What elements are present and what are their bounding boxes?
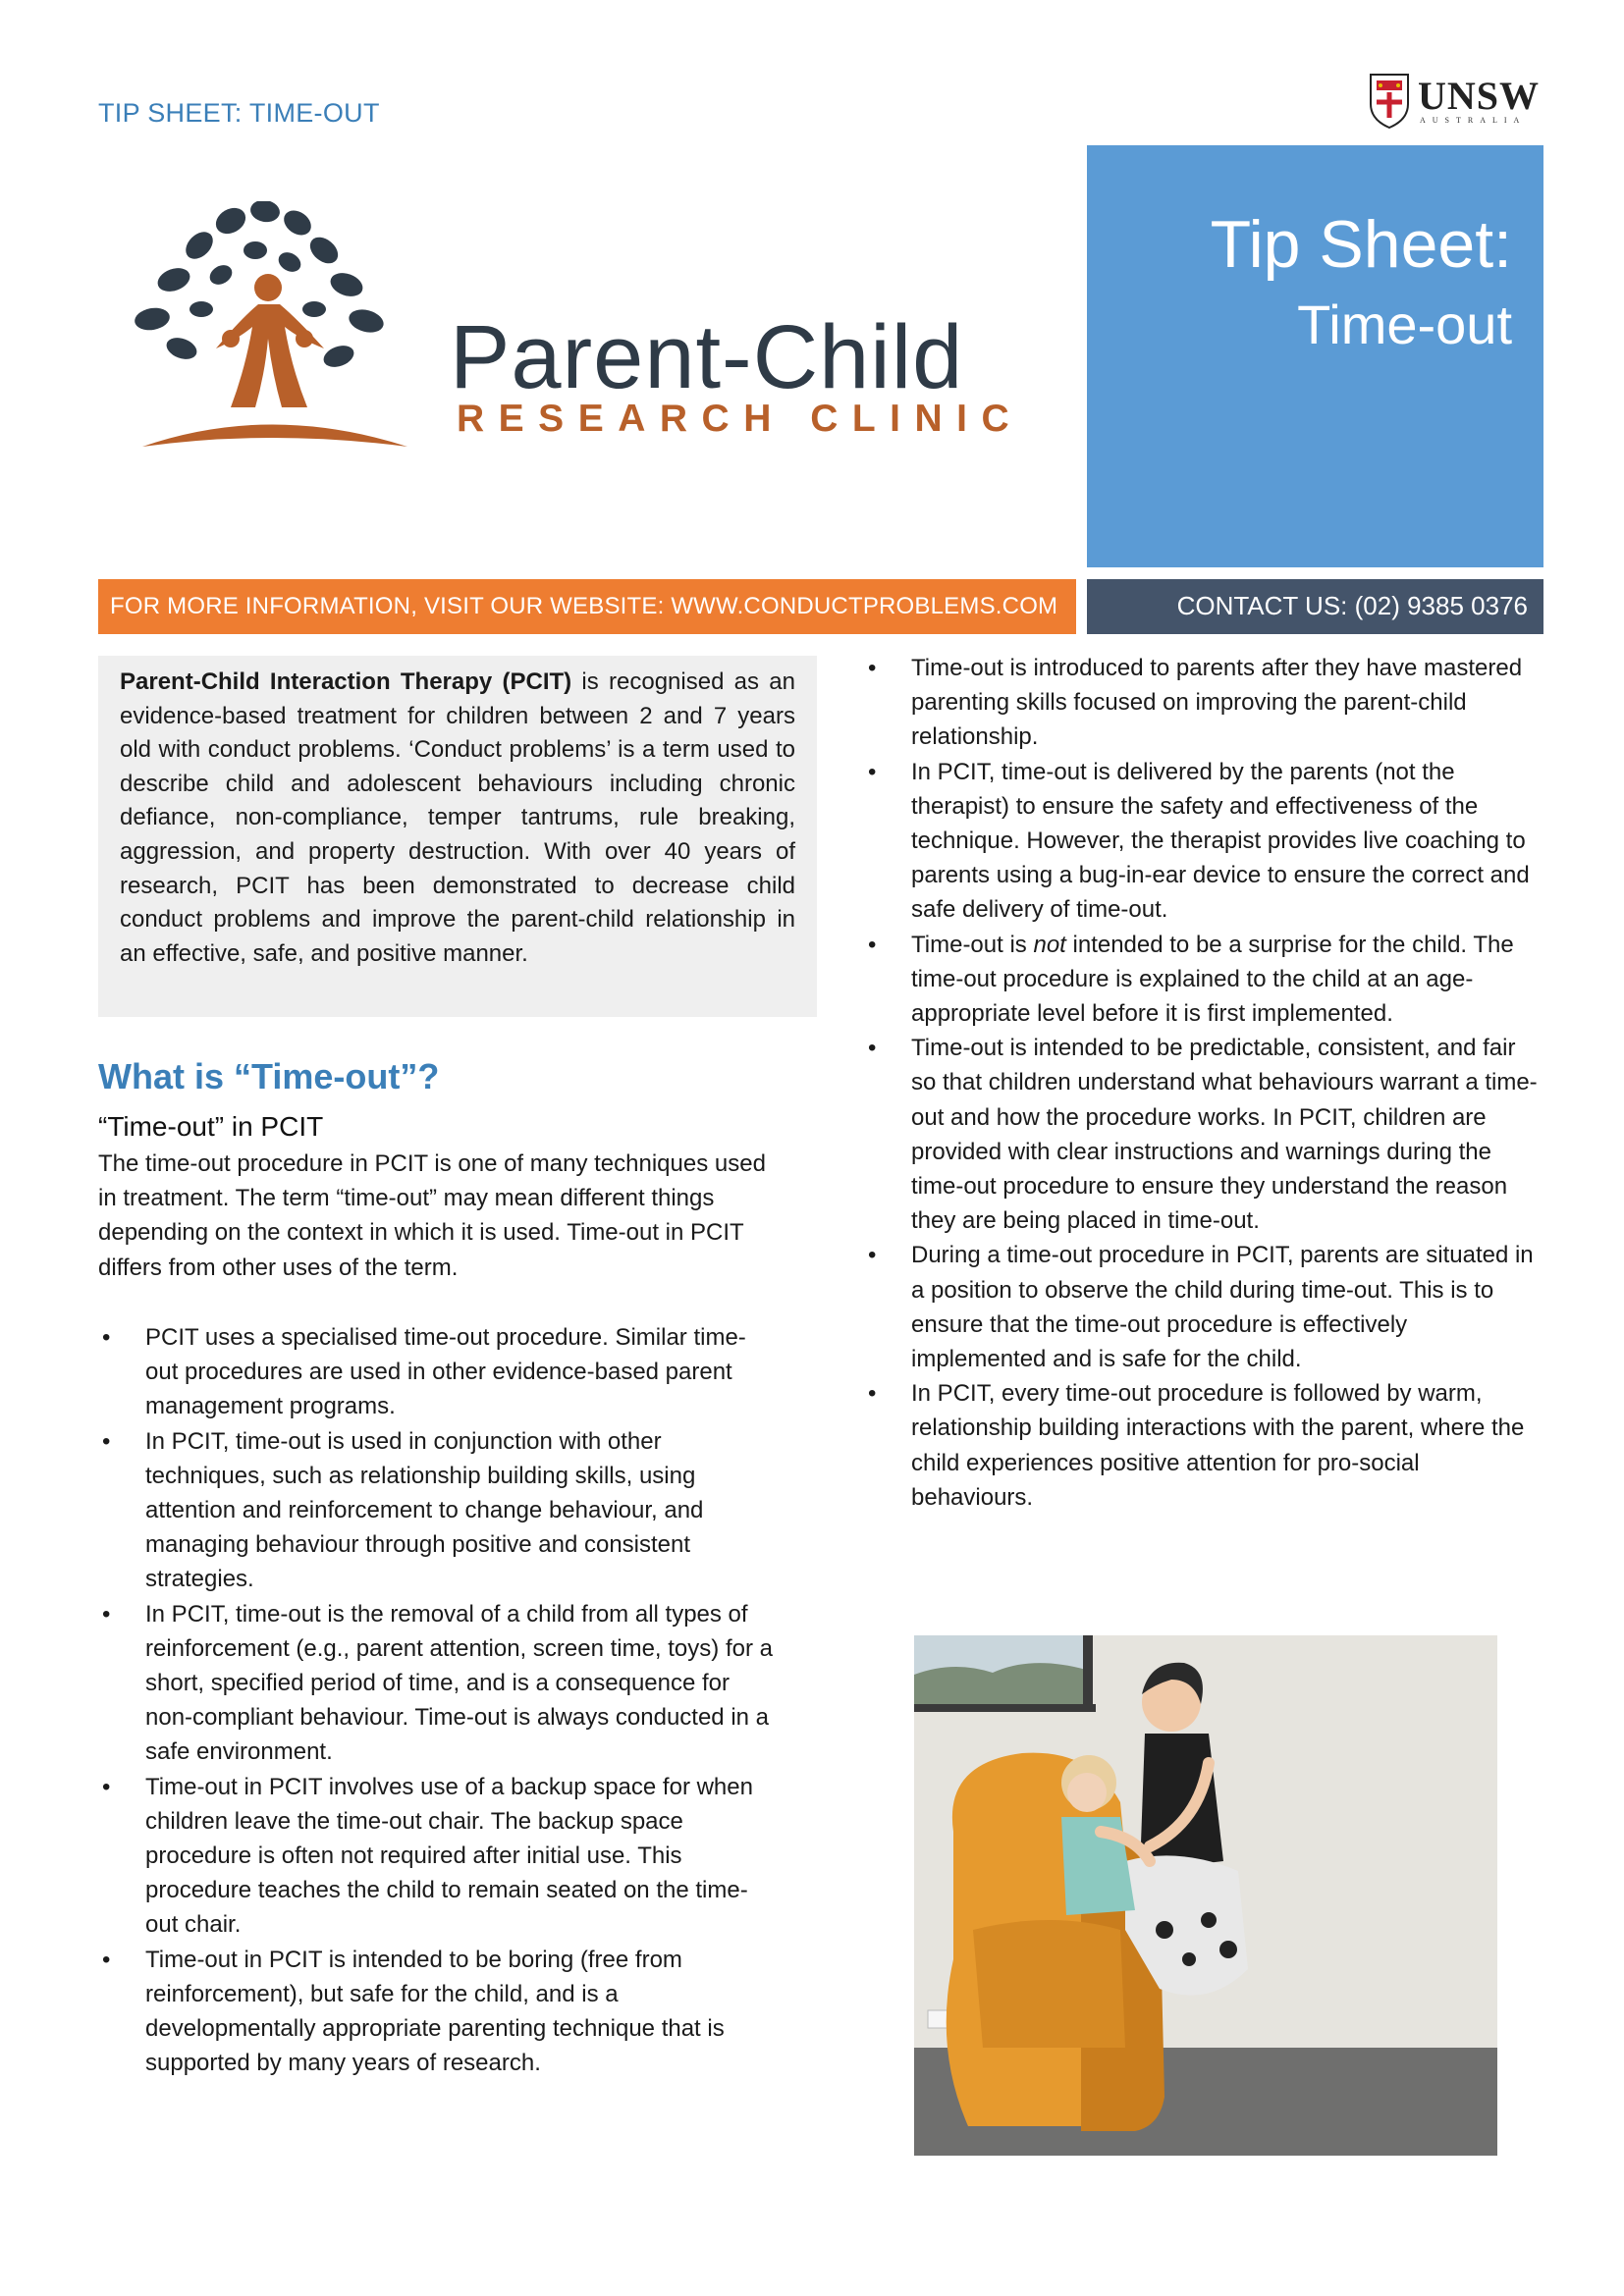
contact-banner [1087,579,1543,634]
clinic-subtitle: RESEARCH CLINIC [457,398,1024,440]
unsw-subtext: AUSTRALIA [1420,116,1527,125]
header-tag: TIP SHEET: TIME-OUT [98,98,380,128]
list-item-text: Time-out is [911,931,1034,958]
info-banner-text[interactable]: FOR MORE INFORMATION, VISIT OUR WEBSITE: WWW.CONDUCTPROBLEMS.COM [110,593,1058,619]
photo-illustration [914,1635,1497,2156]
intro-box [98,656,817,1017]
intro-text [120,666,795,971]
list-item: • In PCIT, every time-out procedure is followed by warm, relationship building interactions with the parent, where the child experiences positive attention for pro-social behaviours. [864,1376,1543,1515]
tree-family-icon [123,201,437,456]
unsw-crest-icon [1367,71,1412,130]
list-item: • Time-out in PCIT involves use of a backup space for when children leave the time-out chair. The backup space procedure is often not required after initial use. This procedure teaches the child to remain seated on the time-out chair. [98,1770,778,1943]
list-item-text: intended to be a surprise for the child. The time-out procedure is explained to the child at an age-appropriate level before it is first implemented. [911,931,1514,1028]
left-bullet-list [98,1320,778,2080]
intro-lead: Parent-Child Interaction Therapy (PCIT) [120,668,572,695]
clinic-name: Parent-Child [450,307,964,407]
list-item: • Time-out is introduced to parents after they have mastered parenting skills focused on improving the parent-child relationship. [864,651,1543,755]
list-item: • In PCIT, time-out is delivered by the parents (not the therapist) to ensure the safety and effectiveness of the technique. However, the therapist provides live coaching to parents using a bug-in-ear device to ensure the correct and safe delivery of time-out. [864,755,1543,928]
right-bullet-list [864,651,1543,1515]
list-item: • Time-out in PCIT is intended to be boring (free from reinforcement), but safe for the child, and is a developmentally appropriate parenting technique that is supported by many years of research. [98,1943,778,2081]
list-item [864,928,1543,1032]
section-heading: What is “Time-out”? [98,1056,440,1096]
info-banner [98,579,1076,634]
list-item: • During a time-out procedure in PCIT, parents are situated in a position to observe the child during time-out. This is to ensure that the time-out procedure is effectively implemented and is safe for the child. [864,1238,1543,1376]
section-subheading: “Time-out” in PCIT [98,1111,324,1142]
list-item: • PCIT uses a specialised time-out procedure. Similar time-out procedures are used in other evidence-based parent management programs. [98,1320,778,1424]
section-paragraph: The time-out procedure in PCIT is one of many techniques used in treatment. The term “time-out” may mean different things depending on the context in which it is used. Time-out in PCIT differs from other uses of the term. [98,1150,766,1281]
title-box [1087,145,1543,567]
list-item: • Time-out is intended to be predictable, consistent, and fair so that children understand what behaviours warrant a time-out and how the procedure works. In PCIT, children are provided with clear instructions and warnings during the time-out procedure to ensure they understand the reason they are being placed in time-out. [864,1031,1543,1238]
unsw-logo [1367,71,1543,139]
title-line-1: Tip Sheet: [1210,207,1512,282]
list-item: • In PCIT, time-out is the removal of a child from all types of reinforcement (e.g., parent attention, screen time, toys) for a short, specified period of time, and is a consequence for non-compliant behaviour. Time-out is always conducted in a safe environment. [98,1597,778,1770]
contact-banner-text: CONTACT US: (02) 9385 0376 [1176,591,1528,620]
emphasis-not: not [1033,931,1066,958]
unsw-wordmark: UNSW [1418,74,1541,118]
therapy-photo [914,1635,1497,2156]
list-item: • In PCIT, time-out is used in conjunction with other techniques, such as relationship building skills, using attention and reinforcement to change behaviour, and managing behaviour through positive and consistent strategies. [98,1424,778,1597]
title-line-2: Time-out [1297,294,1512,355]
intro-body: is recognised as an evidence-based treatment for children between 2 and 7 years old with conduct problems. ‘Conduct problems’ is a term used to describe child and adolescent behaviours including chronic defiance, non-compliance, temper tantrums, rule breaking, aggression, and property destruction. With over 40 years of research, PCIT has been demonstrated to decrease child conduct problems and improve the parent-child relationship in an effective, safe, and positive manner. [120,668,795,967]
